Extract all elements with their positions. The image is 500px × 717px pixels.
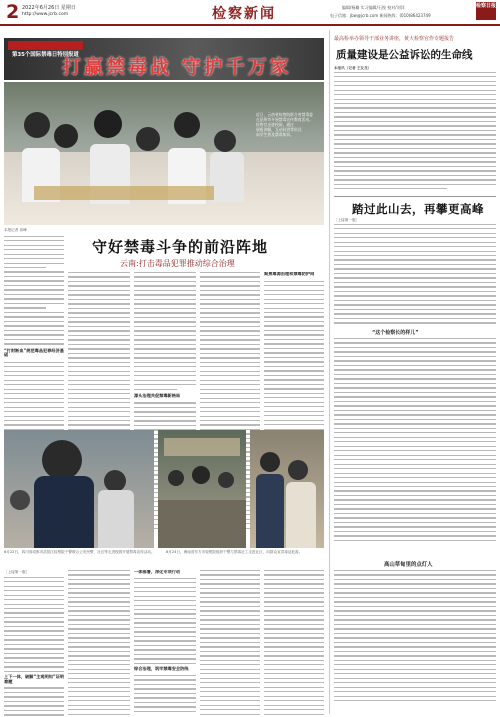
side-divider-1 [334,196,496,197]
byline: 本报记者 高峰 [4,228,27,232]
feature-reporter: ［上接第一版］ [334,218,360,222]
special-report-banner [4,38,324,80]
banner-tag-text: 第35个国际禁毒日特别报道 [12,52,79,58]
feature-body-3 [334,570,496,714]
caption-right: 6月24日，海南省东方市检察院组织干警与禁毒社工走进社区，向群众宣讲毒品危害。 [166,550,303,554]
continued-marker: ［上接第一版］ [4,570,30,574]
caption-line: 展板讲解，互动问答等形式 [256,127,302,132]
caption-line: 检察官走进校园，通过 [256,122,294,127]
issue-date: 2022年6月26日 星期日 [22,5,76,11]
bottom-body-col-2 [68,570,130,716]
article-title: 守好禁毒斗争的前沿阵地 [92,238,269,256]
caption-line: 近日，云南省检察院联合省禁毒委 [256,112,313,117]
side-body-1 [334,66,496,194]
caption-line: 向学生普及禁毒知识。 [256,132,294,137]
bottom-body-col-4 [200,570,260,716]
page-number: 2 [6,1,20,23]
page-header [0,0,500,26]
bottom-body-col-5 [264,570,324,716]
sub-head-3: 聚焦毒源治理和禁毒防护网 [264,272,315,276]
bottom-photo-right [250,430,324,548]
banner-slogan: 打赢禁毒战 守护千万家 [62,56,292,78]
feature-body-2 [334,338,496,556]
bottom-body-col-1 [4,570,64,716]
bottom-sub-head-1: 上下一体，破解“主观明知”证明难题 [4,674,64,684]
bottom-side-heading: 高山草甸里的点灯人 [384,562,433,568]
feature-body-1 [334,218,496,328]
contact-info: 电子信箱：jbw@jcrb.com 新闻热线：(010)86423749 [330,13,431,18]
site-url[interactable]: http://www.jcrb.com [22,12,69,17]
feature-title: 踏过此山去，再攀更高峰 [352,202,484,216]
article-subtitle: 云南:打击毒品犯罪推动综合治理 [120,259,235,268]
sub-head-2: 源头治理共促禁毒新格局 [134,392,181,398]
column-divider [329,30,330,714]
bottom-sub-head-2: 一体部署，深化专项行动 [134,570,181,574]
newspaper-logo: 检察日报 [476,2,496,20]
side-top-blurb: 最高检举办领导干部业务讲座，黄大检察官作专题报告 [334,36,455,42]
main-photo [4,82,324,225]
caption-line: 在昆明市开展禁毒宣传教育活动。 [256,117,313,122]
side-headline: 质量建设是公益诉讼的生命线 [336,49,473,61]
section-title: 检察新闻 [212,6,276,22]
bottom-sub-head-3: 综合治理，筑牢禁毒安全防线 [134,666,189,672]
banner-tag [8,41,83,58]
sub-head-1: “打财断血”规范毒品犯罪经济基础 [4,347,64,358]
bottom-photo-left [4,430,154,548]
photo-caption [256,112,322,137]
feature-sub-head: “这个检察长的样儿” [372,330,419,336]
bottom-photo-middle [158,430,246,548]
caption-left: 6月22日，四川省成都市武侯区检察院干警联合公安民警、社区等走进校园开展禁毒宣传活动。 [4,550,155,554]
side-reporter: 本报讯（记者 王友龙） [334,66,372,70]
editors-credit: 编辑/杨璐 实习编辑/石悦 校对/刘洋 [342,5,405,10]
bottom-body-col-3 [134,570,196,716]
